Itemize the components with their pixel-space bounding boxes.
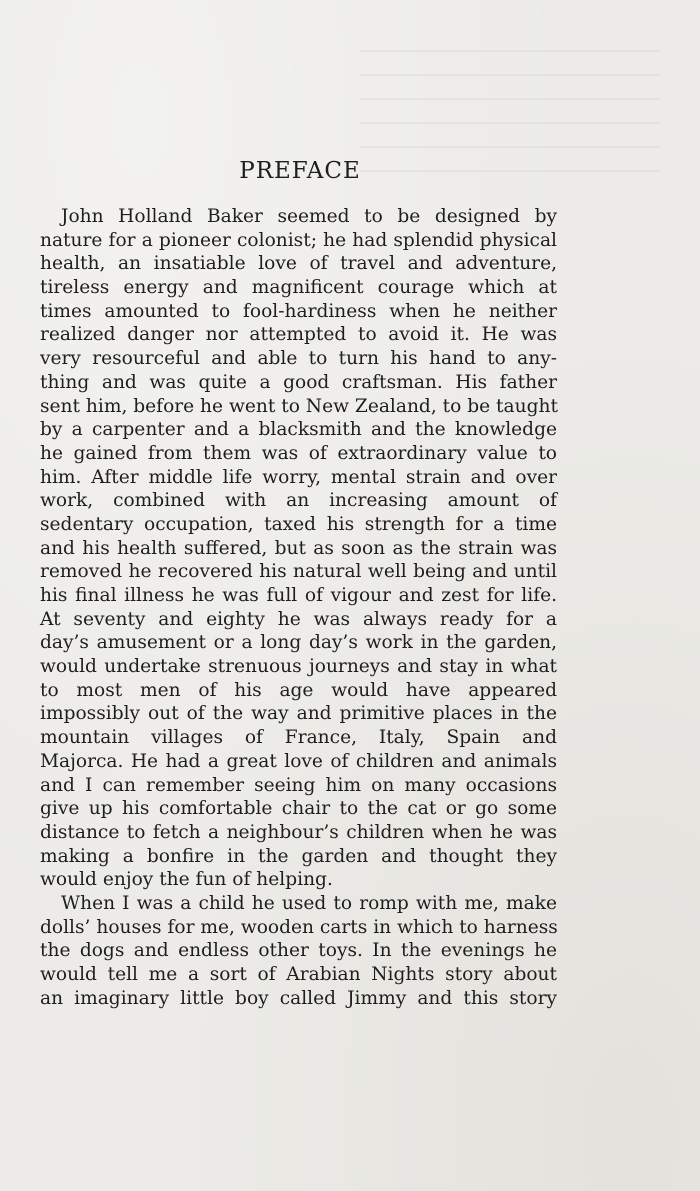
text-line: dolls’ houses for me, wooden carts in which to harness xyxy=(40,916,558,938)
text-line: When I was a child he used to romp with me, make xyxy=(61,892,557,914)
text-line: removed he recovered his natural well being and until xyxy=(40,561,557,583)
text-line: and I can remember seeing him on many occasions xyxy=(40,774,557,796)
text-line: sedentary occupation, taxed his strength for a time xyxy=(40,513,557,535)
text-line: he gained from them was of extraordinary value to xyxy=(40,442,557,464)
text-line: Majorca. He had a great love of children and animals xyxy=(40,750,557,772)
text-line: to most men of his age would have appeared xyxy=(40,679,557,701)
text-line: mountain villages of France, Italy, Spain and xyxy=(40,727,557,749)
text-line: realized danger nor attempted to avoid it. He was xyxy=(40,324,557,346)
text-line: nature for a pioneer colonist; he had splendid physical xyxy=(40,229,557,251)
text-line: give up his comfortable chair to the cat or go some xyxy=(40,798,557,820)
text-line: would undertake strenuous journeys and stay in what xyxy=(40,656,557,678)
text-line: impossibly out of the way and primitive places in the xyxy=(40,703,557,725)
text-line: him. After middle life worry, mental strain and over xyxy=(40,466,557,488)
text-line: and his health suffered, but as soon as the strain was xyxy=(40,537,557,559)
text-line: making a bonfire in the garden and thought they xyxy=(40,845,557,867)
text-line: day’s amusement or a long day’s work in the garden, xyxy=(40,632,557,654)
page-title: PREFACE xyxy=(239,158,361,184)
preface-text xyxy=(40,205,557,1010)
text-line: the dogs and endless other toys. In the evenings he xyxy=(40,940,557,962)
text-line: At seventy and eighty he was always ready for a xyxy=(40,608,557,630)
text-line: tireless energy and magnificent courage which at xyxy=(40,277,557,299)
text-line: health, an insatiable love of travel and adventure, xyxy=(40,253,557,275)
text-line: times amounted to fool-hardiness when he neither xyxy=(40,300,557,322)
text-line: distance to fetch a neighbour’s children when he was xyxy=(40,821,557,843)
text-line: sent him, before he went to New Zealand, to be taught xyxy=(40,395,558,417)
text-line: his final illness he was full of vigour and zest for life. xyxy=(40,585,557,606)
text-line: very resourceful and able to turn his hand to any- xyxy=(40,348,557,370)
text-line: by a carpenter and a blacksmith and the knowledge xyxy=(40,419,557,441)
text-line: would tell me a sort of Arabian Nights story about xyxy=(40,964,557,985)
text-line: work, combined with an increasing amount of xyxy=(40,490,557,512)
text-line: an imaginary little boy called Jimmy and this story xyxy=(40,987,557,1009)
text-line: thing and was quite a good craftsman. His father xyxy=(40,371,557,393)
text-line: would enjoy the fun of helping. xyxy=(40,869,333,891)
text-line: John Holland Baker seemed to be designed by xyxy=(61,206,557,227)
